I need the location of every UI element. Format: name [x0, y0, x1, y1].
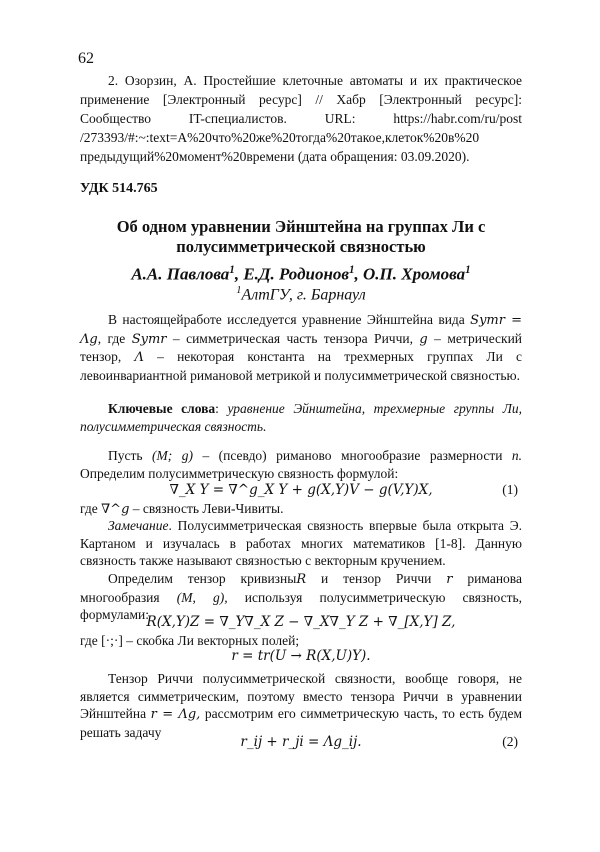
abstract-text: В настоящейработе исследуется уравнение Эйнштейна вида	[108, 312, 465, 327]
paragraph-5	[80, 670, 522, 741]
body-text: Пусть	[108, 448, 143, 463]
abstract-symbol: Λ	[134, 350, 144, 365]
keywords-colon: :	[215, 401, 219, 416]
abstract-symbol: Symr	[131, 331, 167, 347]
body-text: Тензор Риччи полусимметрической связности, вообще говоря, не является симметрическим, поэтому вместо тензора Риччи в уравнении Эйнштейна	[80, 671, 522, 721]
body-math: ∇^g	[101, 502, 130, 517]
equation-2	[80, 734, 522, 754]
authors-line	[80, 264, 522, 285]
affiliation-text: АлтГУ, г. Барнаул	[241, 286, 366, 304]
affiliation	[80, 285, 522, 304]
equation-ricci-body: r = tr(U → R(X,U)Y).	[231, 648, 371, 664]
body-text: рассмотрим его симметрическую часть, то есть будем решать задачу	[80, 706, 523, 740]
author-1-mark: 1	[229, 264, 235, 276]
equation-curvature-body: R(X,Y)Z = ∇_Y∇_X Z − ∇_X∇_Y Z + ∇_[X,Y] Z,	[146, 614, 456, 630]
body-text: где	[80, 501, 98, 516]
equation-1-body: ∇_X Y = ∇^g_X Y + g(X,Y)V − g(V,Y)X,	[169, 482, 433, 498]
body-math: (M, g),	[176, 589, 228, 605]
page-number: 62	[78, 50, 94, 67]
body-text: Определим тензор кривизны	[108, 571, 297, 586]
abstract-text: , где	[97, 330, 126, 346]
author-separator: ,	[354, 264, 364, 284]
paragraph-4: где [·;·] – скобка Ли векторных полей;	[80, 633, 300, 648]
author-3-mark: 1	[465, 264, 471, 276]
body-text: используя полусимметрическую связность, формулами:	[80, 589, 523, 622]
abstract-equation: Symr = Λg	[80, 313, 522, 347]
article-title: Об одном уравнении Эйнштейна на группах Ли с полусимметрической связностью	[116, 217, 486, 256]
keywords-text: уравнение Эйнштейна, трехмерные группы Ли, полусимметрическая связность.	[80, 401, 522, 434]
equation-curvature	[80, 614, 522, 634]
equation-1-number: (1)	[502, 482, 518, 497]
body-math: (M; g)	[152, 448, 193, 463]
paragraph-2	[80, 500, 522, 519]
equation-ricci	[80, 648, 522, 668]
body-text: – (псевдо) риманово многообразие размерности	[202, 448, 503, 463]
reference-entry: 2. Озорзин, А. Простейшие клеточные автоматы и их практическое применение [Электронный ресурс] // Хабр [Электронный ресурс]: Сообщество IT-специалистов. URL: https://habr.com/ru/post /273393/#:~:text=A%20что%20же%20тогда%20такое,клеток%20в%20 предыдущий%20момент%20времени (дата обращения: 03.09.2020).	[80, 73, 522, 164]
remark-label: Замечание	[108, 518, 169, 533]
abstract-text: – некоторая константа на трехмерных группах Ли с левоинвариантной римановой метрикой и полусимметрической связностью.	[80, 349, 523, 383]
body-math: R	[296, 572, 307, 587]
equation-2-body: r_ij + r_ji = Λg_ij.	[240, 734, 362, 750]
author-2: Е.Д. Родионов	[243, 264, 349, 284]
keywords-label: Ключевые слова	[108, 401, 216, 416]
abstract	[80, 311, 522, 384]
body-text: – связность Леви-Чивиты.	[132, 501, 284, 516]
body-text: риманова многообразия	[80, 571, 522, 605]
remark-text: . Полусимметрическая связность впервые была открыта Э. Картаном и изучалась в работах многих математиков [1-8]. Данную связность также называют связностью с векторным кручением.	[80, 518, 522, 568]
paragraph-1	[80, 447, 522, 482]
affiliation-mark: 1	[236, 285, 242, 296]
abstract-text: – симметрическая часть тензора Риччи,	[172, 330, 413, 346]
abstract-symbol: g	[419, 331, 428, 347]
body-math: r	[446, 572, 453, 587]
abstract-text: – метрический тензор,	[80, 330, 523, 364]
body-text: Определим полусимметрическую связность формулой:	[80, 465, 399, 481]
udk-code: УДК 514.765	[80, 181, 158, 196]
body-math: r = Λg,	[150, 707, 201, 722]
author-2-mark: 1	[349, 264, 355, 276]
remark	[80, 517, 522, 570]
author-separator: ,	[234, 264, 244, 284]
author-3: О.П. Хромова	[363, 264, 466, 284]
body-math: n.	[511, 448, 523, 463]
keywords	[80, 400, 522, 435]
equation-2-number: (2)	[502, 734, 518, 749]
equation-1	[80, 482, 522, 502]
body-text: и тензор Риччи	[321, 571, 432, 586]
author-1: А.А. Павлова	[131, 264, 230, 284]
